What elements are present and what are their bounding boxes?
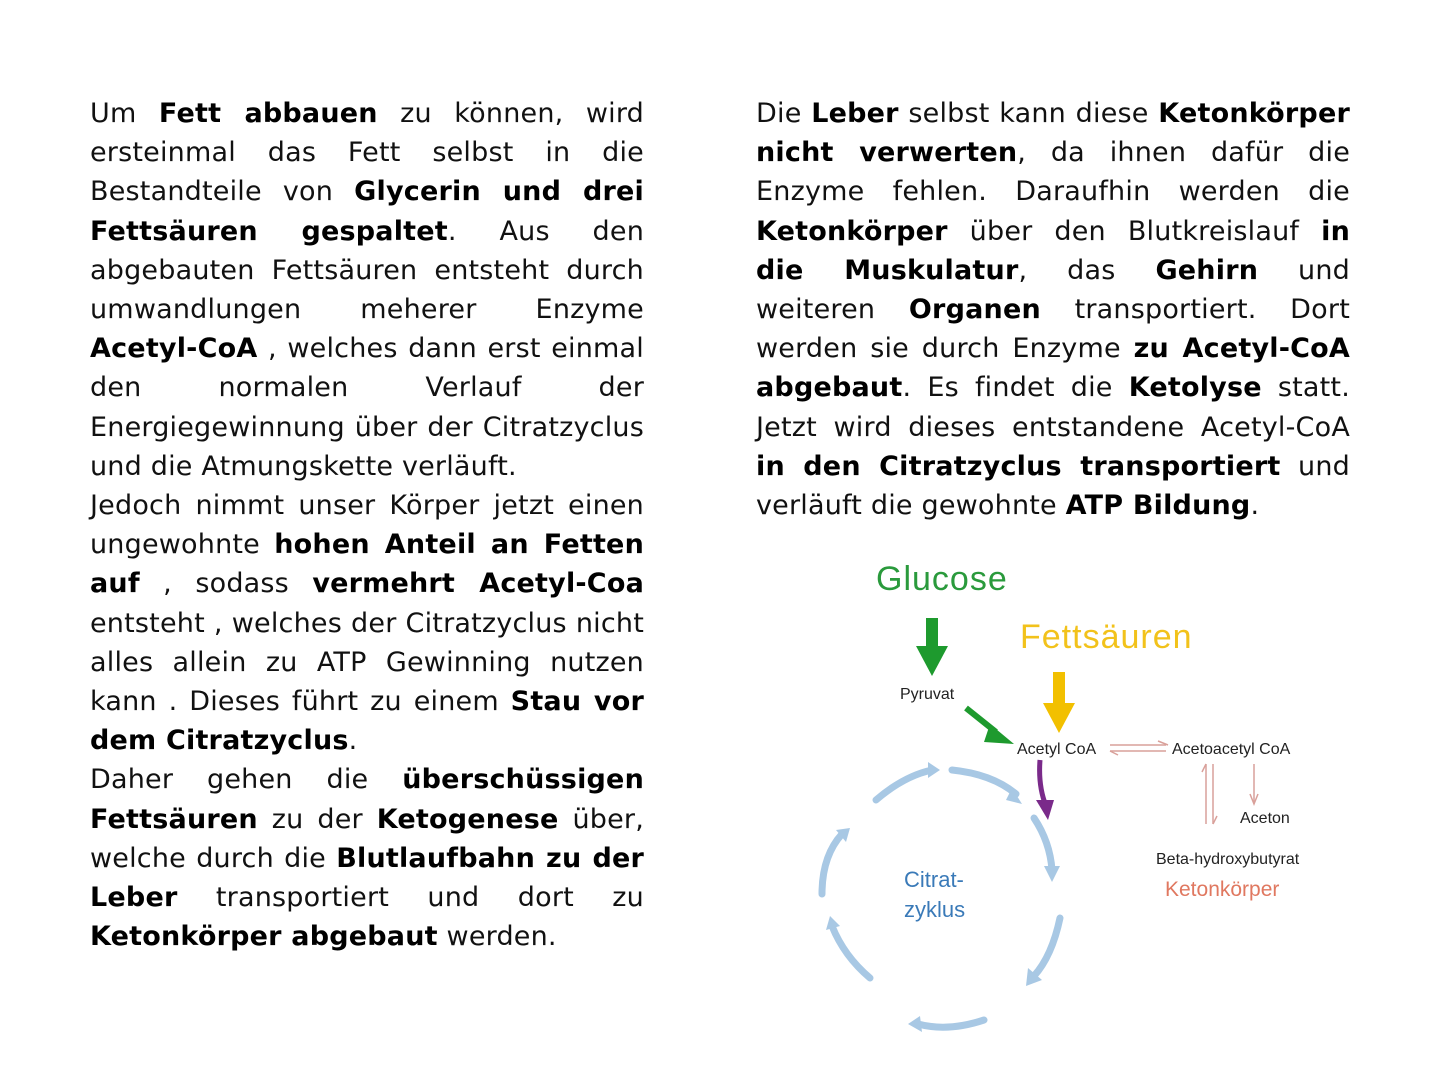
left-text-column [90, 94, 644, 956]
bold-text-segment: Acetyl-CoA [90, 333, 258, 365]
bold-text-segment: Fett abbauen [158, 98, 378, 129]
glucose-label: Glucose [876, 560, 1008, 598]
bold-text-segment: Glycerin und drei Fettsäuren gespaltet [90, 176, 645, 247]
ketone-metabolism-diagram [808, 548, 1328, 1058]
fettsaeuren-down-arrow-icon [1043, 672, 1075, 733]
bold-text-segment: Blutlaufbahn zu der Leber [90, 842, 644, 914]
text-segment: . [348, 725, 358, 757]
right-text-column [756, 94, 1350, 525]
citrat-label-line1: Citrat- [904, 867, 964, 892]
text-segment: zu der [257, 803, 377, 835]
bold-text-segment: hohen Anteil an Fetten auf [90, 529, 644, 600]
pyruvat-label: Pyruvat [900, 686, 955, 703]
glucose-down-arrow-icon [916, 618, 948, 676]
acetoacetyl-coa-label: Acetoacetyl CoA [1172, 741, 1291, 758]
text-segment: transportiert und dort zu [177, 882, 644, 914]
paragraph-fettabbau [90, 94, 644, 486]
acetyl-to-cycle-arrow-icon [1036, 760, 1054, 820]
bold-text-segment: zu Acetyl-CoA abgebaut [756, 333, 1350, 404]
text-segment: zu können, wird ersteinmal das Fett selbst in die Bestandteile von [90, 98, 645, 208]
ketonkoerper-label: Ketonkörper [1165, 878, 1280, 901]
bold-text-segment: Leber [811, 98, 899, 129]
bold-text-segment: Gehirn [1155, 254, 1259, 286]
aceton-arrow-icon [1250, 764, 1258, 804]
text-segment: transportiert. Dort werden sie durch Enzyme [756, 294, 1350, 365]
bold-text-segment: Ketogenese [376, 803, 559, 835]
citrat-label-line2: zyklus [904, 897, 966, 922]
paragraph-fettanteil [90, 486, 644, 760]
bold-text-segment: Organen [908, 294, 1041, 326]
vertical-equilibrium-arrows-icon [1202, 764, 1217, 824]
bold-text-segment: überschüssigen Fettsäuren [90, 764, 644, 835]
text-segment: und verläuft die gewohnte [756, 450, 1350, 522]
paragraph-ketolyse [756, 94, 1350, 525]
paragraph-ketogenese [90, 760, 644, 956]
text-segment: über, welche durch die [90, 803, 644, 874]
equilibrium-arrows-icon [1110, 741, 1168, 755]
text-segment: Jedoch nimmt unser Körper jetzt einen ungewohnte [90, 490, 644, 561]
bold-text-segment: Ketolyse [1128, 372, 1262, 404]
text-segment: und weiteren [756, 254, 1350, 326]
text-segment: , das [1018, 254, 1156, 286]
text-segment: Daher gehen die [90, 764, 403, 796]
text-segment: . Es findet die [902, 372, 1129, 404]
text-segment: , sodass [139, 568, 313, 600]
text-segment: statt. Jetzt wird dieses entstandene Acetyl-CoA [756, 372, 1351, 443]
pyruvat-to-acetyl-arrow-icon [966, 708, 1014, 744]
text-segment: Die [756, 98, 812, 129]
text-segment: . [1250, 490, 1260, 522]
bold-text-segment: Ketonkörper nicht verwerten [756, 98, 1350, 169]
beta-hydroxybutyrat-label: Beta-hydroxybutyrat [1156, 851, 1300, 868]
text-segment: werden. [437, 921, 557, 953]
text-segment: über den Blutkreislauf [947, 215, 1322, 247]
text-segment: selbst kann diese [898, 98, 1159, 129]
fettsaeuren-label: Fettsäuren [1020, 618, 1193, 656]
text-segment: , da ihnen dafür die Enzyme fehlen. Daraufhin werden die [756, 137, 1351, 208]
bold-text-segment: Stau vor dem Citratzyclus [90, 686, 644, 757]
bold-text-segment: Ketonkörper [756, 215, 948, 247]
bold-text-segment: in die Muskulatur [756, 215, 1350, 286]
bold-text-segment: vermehrt Acetyl-Coa [312, 568, 644, 600]
bold-text-segment: in den Citratzyclus transportiert [756, 450, 1281, 482]
bold-text-segment: Ketonkörper abgebaut [90, 921, 438, 953]
text-segment: , welches dann erst einmal den normalen Verlauf der Energiegewinnung über der Citratzyclus und die Atmungskette verläuft. [90, 333, 644, 482]
acetyl-coa-label: Acetyl CoA [1017, 741, 1097, 758]
aceton-label: Aceton [1240, 810, 1290, 827]
text-segment: . Aus den abgebauten Fettsäuren entsteht durch umwandlungen meherer Enzyme [90, 215, 645, 326]
text-segment: entsteht , welches der Citratzyclus nicht alles allein zu ATP Gewinning nutzen kann . Dieses führt zu einem [90, 607, 644, 718]
text-segment: Um [90, 98, 159, 129]
bold-text-segment: ATP Bildung [1065, 490, 1251, 522]
